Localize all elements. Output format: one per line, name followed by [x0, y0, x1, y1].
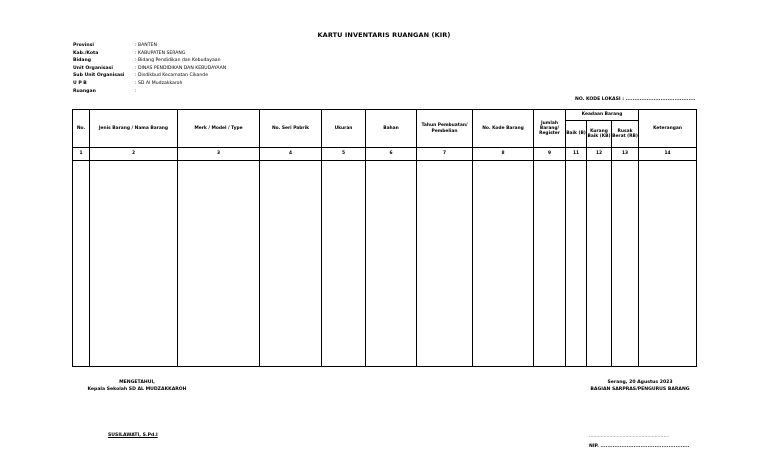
table-cell	[473, 161, 534, 367]
info-label: Sub Unit Organisasi	[73, 73, 125, 79]
info-value: : Bidang Pendidikan dan Kebudayaan	[135, 58, 221, 64]
info-row-sub-unit	[73, 72, 226, 80]
signature-left-line1: MENGETAHUI,	[119, 380, 155, 385]
kode-lokasi: NO. KODE LOKASI : ........................................	[575, 97, 696, 102]
info-label: Unit Organisasi	[73, 65, 113, 71]
inventory-table	[72, 109, 697, 367]
signer-name-left: SUSILAWATI, S.Pd.I	[108, 433, 158, 438]
header-tahun: Tahun Pembuatan/ Pembelian	[417, 110, 473, 148]
header-jumlah: Jumlah Barang/ Register	[534, 110, 566, 148]
column-number: 2	[90, 148, 178, 161]
table-cell	[534, 161, 566, 367]
header-jenis-barang: Jenis Barang / Nama Barang	[90, 110, 178, 148]
header-kode-barang: No. Kode Barang	[473, 110, 534, 148]
header-bahan: Bahan	[366, 110, 417, 148]
column-number: 6	[366, 148, 417, 161]
info-label: Bidang	[73, 58, 92, 64]
table-cell	[178, 161, 260, 367]
header-no-seri: No. Seri Pabrik	[260, 110, 322, 148]
signer-nip-right: NIP. ...................................................	[589, 444, 690, 449]
info-row-ruangan	[73, 88, 226, 96]
table-cell	[366, 161, 417, 367]
column-number: 11	[566, 148, 587, 161]
header-rusak-berat: Rusak Berat (RB)	[612, 121, 639, 148]
table-cell	[73, 161, 90, 367]
info-row-upb	[73, 80, 226, 88]
column-number: 3	[178, 148, 260, 161]
column-number: 12	[587, 148, 612, 161]
info-value: :	[135, 88, 137, 94]
column-number: 13	[612, 148, 639, 161]
table-cell	[566, 161, 587, 367]
column-number: 14	[639, 148, 697, 161]
info-label: Kab./Kota	[73, 50, 99, 56]
header-ukuran: Ukuran	[322, 110, 366, 148]
table-cell	[417, 161, 473, 367]
info-row-bidang	[73, 57, 226, 65]
info-value: : DINAS PENDIDIKAN DAN KEBUDAYAAN	[135, 65, 227, 71]
info-label: Provinsi	[73, 43, 94, 48]
table-cell	[612, 161, 639, 367]
column-number: 1	[73, 148, 90, 161]
header-baik: Baik (B)	[566, 121, 587, 148]
column-number: 8	[473, 148, 534, 161]
signature-date: Serang, 20 Agustus 2023	[607, 380, 673, 385]
column-number: 5	[322, 148, 366, 161]
info-row-kabkota	[73, 50, 226, 58]
table-cell	[260, 161, 322, 367]
column-number: 9	[534, 148, 566, 161]
info-label: Ruangan	[73, 88, 96, 94]
info-row-unit-organisasi	[73, 65, 226, 73]
signature-left	[72, 379, 202, 393]
info-row-provinsi	[73, 42, 226, 50]
header-no: No.	[73, 110, 90, 148]
header-info	[73, 42, 226, 95]
info-value: : KABUPATEN SERANG	[135, 50, 186, 56]
info-value: : Disdikbud Kecamatan Cikande	[135, 73, 209, 79]
table-cell	[587, 161, 612, 367]
table-cell	[639, 161, 697, 367]
column-number: 4	[260, 148, 322, 161]
signer-name-right: .......................................................	[589, 434, 670, 439]
table-body-row	[73, 161, 697, 367]
header-keadaan-barang: Keadaan Barang	[566, 110, 639, 121]
header-kurang-baik: Kurang Baik (KB)	[587, 121, 612, 148]
signature-right-role: BAGIAN SARPRAS/PENGURUS BARANG	[590, 387, 690, 392]
info-label: U P B	[73, 80, 87, 86]
info-value: : BANTEN	[135, 43, 157, 48]
header-merk: Merk / Model / Type	[178, 110, 260, 148]
signature-right	[565, 379, 715, 393]
signature-left-line2: Kepala Sekolah SD AL MUDZAKKAROH	[87, 387, 187, 392]
table-cell	[322, 161, 366, 367]
column-number: 7	[417, 148, 473, 161]
info-value: : SD Al Mudzakkaroh	[135, 80, 183, 86]
document-title: KARTU INVENTARIS RUANGAN (KIR)	[317, 31, 451, 39]
header-keterangan: Keterangan	[639, 110, 697, 148]
table-cell	[90, 161, 178, 367]
